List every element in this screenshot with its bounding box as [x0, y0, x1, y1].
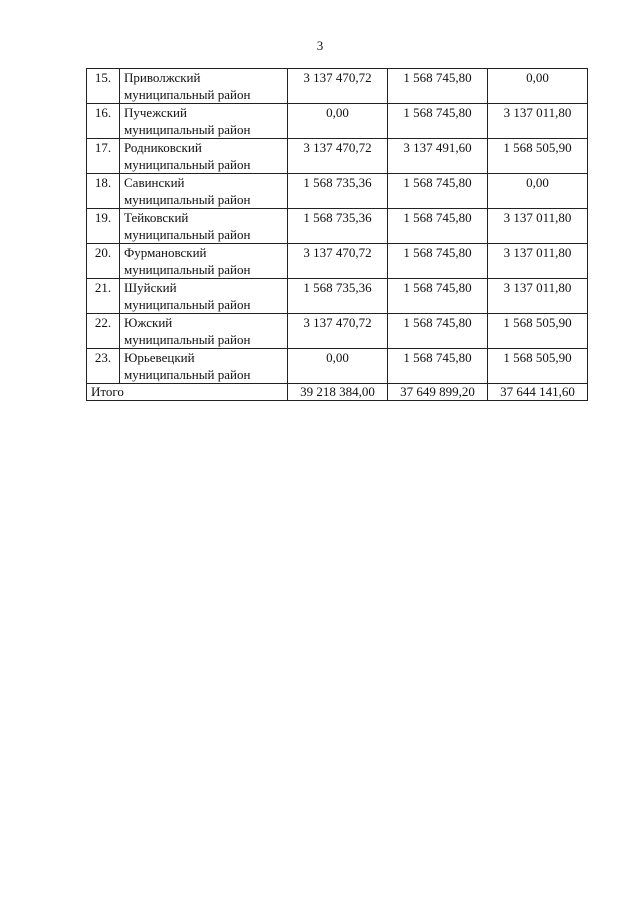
value-cell-1: 3 137 470,72 [288, 69, 388, 104]
value-cell-2: 1 568 745,80 [388, 349, 488, 384]
total-row [87, 384, 588, 401]
table-row [87, 349, 588, 384]
value-cell-3: 3 137 011,80 [488, 244, 588, 279]
value-cell-1: 1 568 735,36 [288, 209, 388, 244]
district-name: Тейковский муниципальный район [120, 209, 288, 244]
district-name: Южский муниципальный район [120, 314, 288, 349]
district-name: Фурмановский муниципальный район [120, 244, 288, 279]
page-number: 3 [316, 38, 324, 53]
row-number: 18. [87, 174, 120, 209]
district-name: Шуйский муниципальный район [120, 279, 288, 314]
value-cell-2: 1 568 745,80 [388, 104, 488, 139]
table-row [87, 139, 588, 174]
district-name: Савинский муниципальный район [120, 174, 288, 209]
value-cell-1: 1 568 735,36 [288, 174, 388, 209]
value-cell-3: 3 137 011,80 [488, 279, 588, 314]
value-cell-2: 1 568 745,80 [388, 69, 488, 104]
value-cell-2: 1 568 745,80 [388, 174, 488, 209]
value-cell-3: 0,00 [488, 174, 588, 209]
total-value-3: 37 644 141,60 [488, 384, 588, 401]
table-row [87, 279, 588, 314]
value-cell-2: 1 568 745,80 [388, 209, 488, 244]
value-cell-2: 3 137 491,60 [388, 139, 488, 174]
value-cell-2: 1 568 745,80 [388, 279, 488, 314]
value-cell-3: 1 568 505,90 [488, 314, 588, 349]
value-cell-1: 0,00 [288, 104, 388, 139]
allocation-table [86, 68, 588, 401]
value-cell-3: 1 568 505,90 [488, 349, 588, 384]
value-cell-1: 3 137 470,72 [288, 314, 388, 349]
district-name: Юрьевецкий муниципальный район [120, 349, 288, 384]
total-value-1: 39 218 384,00 [288, 384, 388, 401]
value-cell-2: 1 568 745,80 [388, 244, 488, 279]
district-name: Пучежский муниципальный район [120, 104, 288, 139]
row-number: 16. [87, 104, 120, 139]
table-row [87, 244, 588, 279]
table-row [87, 209, 588, 244]
row-number: 21. [87, 279, 120, 314]
row-number: 15. [87, 69, 120, 104]
value-cell-3: 1 568 505,90 [488, 139, 588, 174]
value-cell-2: 1 568 745,80 [388, 314, 488, 349]
value-cell-3: 3 137 011,80 [488, 104, 588, 139]
row-number: 17. [87, 139, 120, 174]
row-number: 22. [87, 314, 120, 349]
table-row [87, 104, 588, 139]
row-number: 23. [87, 349, 120, 384]
row-number: 19. [87, 209, 120, 244]
value-cell-3: 0,00 [488, 69, 588, 104]
row-number: 20. [87, 244, 120, 279]
table-row [87, 314, 588, 349]
table-row [87, 174, 588, 209]
total-value-2: 37 649 899,20 [388, 384, 488, 401]
value-cell-1: 3 137 470,72 [288, 139, 388, 174]
value-cell-1: 3 137 470,72 [288, 244, 388, 279]
total-label: Итого [87, 384, 288, 401]
table-row [87, 69, 588, 104]
value-cell-1: 1 568 735,36 [288, 279, 388, 314]
value-cell-3: 3 137 011,80 [488, 209, 588, 244]
district-name: Приволжский муниципальный район [120, 69, 288, 104]
district-name: Родниковский муниципальный район [120, 139, 288, 174]
value-cell-1: 0,00 [288, 349, 388, 384]
